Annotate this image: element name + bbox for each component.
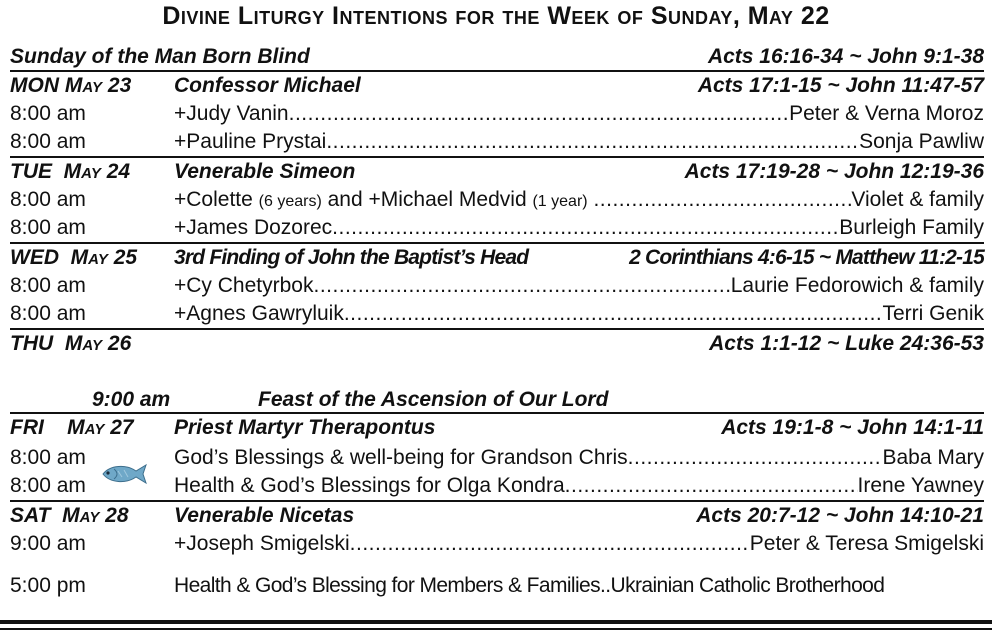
intention-line [174, 128, 984, 156]
intention-text: +Judy Vanin [174, 102, 289, 125]
day-label: THU May 26 [10, 332, 132, 355]
day-label: SAT May 28 [10, 504, 129, 527]
day-label: FRI May 27 [10, 416, 134, 439]
intention-time: 8:00 am [10, 446, 86, 469]
intention-text: +Agnes Gawryluik [174, 302, 344, 325]
dot-leader [332, 214, 839, 242]
day-reading: 2 Corinthians 4:6-15 ~ Matthew 11:2-15 [629, 246, 984, 269]
intention-time: 8:00 am [10, 188, 86, 211]
intention-row [10, 300, 984, 328]
dot-leader [565, 472, 858, 500]
intention-time: 8:00 am [10, 474, 86, 497]
day-header-fri [10, 414, 984, 442]
intention-text: +Joseph Smigelski [174, 532, 350, 555]
intention-donor: Burleigh Family [839, 216, 984, 239]
intention-row [10, 472, 984, 500]
intention-text: +Cy Chetyrbok [174, 274, 314, 297]
feast-name: Venerable Simeon [174, 160, 356, 183]
intention-time: 5:00 pm [10, 574, 86, 597]
intention-text: +Pauline Prystai [174, 130, 327, 153]
ascension-time: 9:00 am [92, 388, 171, 411]
intention-donor: Laurie Fedorowich & family [730, 274, 984, 297]
feast-name: Confessor Michael [174, 74, 361, 97]
intention-line [174, 214, 984, 242]
feast-name: Venerable Nicetas [174, 504, 355, 527]
day-label: WED May 25 [10, 246, 138, 269]
intention-text: Health & God’s Blessing for Members & Families [174, 574, 601, 597]
intention-row [10, 100, 984, 128]
day-header-mon [10, 72, 984, 100]
intention-line [174, 186, 984, 216]
intention-line [174, 100, 984, 128]
feast-name: 3rd Finding of John the Baptist’s Head [174, 246, 529, 269]
sunday-header [10, 43, 984, 71]
day-header-sat [10, 502, 984, 530]
intention-donor: Peter & Verna Moroz [789, 102, 984, 125]
day-reading: Acts 20:7-12 ~ John 14:10-21 [696, 504, 984, 527]
day-header-wed [10, 244, 984, 272]
page-title: Divine Liturgy Intentions for the Week of Sunday, May 22 [162, 2, 830, 30]
bottom-rule [0, 620, 992, 624]
intention-text: God’s Blessings & well-being for Grandson Chris [174, 446, 628, 469]
intention-row [10, 128, 984, 156]
intention-line [174, 472, 984, 500]
day-label: MON May 23 [10, 74, 132, 97]
intention-donor: Sonja Pawliw [859, 130, 984, 153]
intention-donor: Terri Genik [882, 302, 984, 325]
intention-row [10, 186, 984, 214]
intention-time: 8:00 am [10, 302, 86, 325]
dot-leader [350, 530, 750, 558]
dot-leader [344, 300, 883, 328]
intention-time: 8:00 am [10, 130, 86, 153]
day-reading: Acts 17:1-15 ~ John 11:47-57 [697, 74, 984, 97]
dot-leader [593, 186, 851, 214]
intention-line [174, 300, 984, 328]
intention-time: 8:00 am [10, 274, 86, 297]
intention-time: 8:00 am [10, 216, 86, 239]
intention-text: +Colette (6 years) and +Michael Medvid (1 year) [174, 188, 588, 211]
intention-row [10, 530, 984, 558]
intention-row [10, 444, 984, 472]
dot-leader [289, 100, 789, 128]
intention-time: 8:00 am [10, 102, 86, 125]
intention-line [174, 444, 984, 472]
feast-name: Priest Martyr Therapontus [174, 416, 436, 439]
intention-donor: Baba Mary [882, 446, 984, 469]
intention-text: Health & God’s Blessings for Olga Kondra [174, 474, 565, 497]
sunday-name: Sunday of the Man Born Blind [10, 45, 310, 68]
intention-donor: Irene Yawney [857, 474, 984, 497]
dot-leader [628, 444, 883, 472]
intention-line [174, 272, 984, 300]
day-header-tue [10, 158, 984, 186]
intention-line [174, 572, 984, 600]
day-reading: Acts 19:1-8 ~ John 14:1-11 [721, 416, 984, 439]
day-label: TUE May 24 [10, 160, 131, 183]
ascension-feast: Feast of the Ascension of Our Lord [258, 388, 609, 411]
intention-donor: Ukrainian Catholic Brotherhood [610, 574, 885, 597]
dot-leader [326, 128, 859, 156]
fish-icon [100, 463, 148, 490]
dot-leader: .. [600, 574, 611, 597]
day-reading: Acts 17:19-28 ~ John 12:19-36 [684, 160, 984, 183]
intention-donor: Peter & Teresa Smigelski [749, 532, 984, 555]
bottom-rule [0, 628, 992, 630]
intention-row [10, 272, 984, 300]
intention-text: +James Dozorec [174, 216, 333, 239]
intention-line [174, 530, 984, 558]
sunday-reading: Acts 16:16-34 ~ John 9:1-38 [707, 45, 984, 68]
intention-row [10, 214, 984, 242]
day-reading: Acts 1:1-12 ~ Luke 24:36-53 [709, 332, 984, 355]
intention-donor: Violet & family [851, 188, 984, 211]
intention-row [10, 572, 984, 600]
dot-leader [313, 272, 730, 300]
day-header-thu [10, 330, 984, 358]
intention-time: 9:00 am [10, 532, 86, 555]
